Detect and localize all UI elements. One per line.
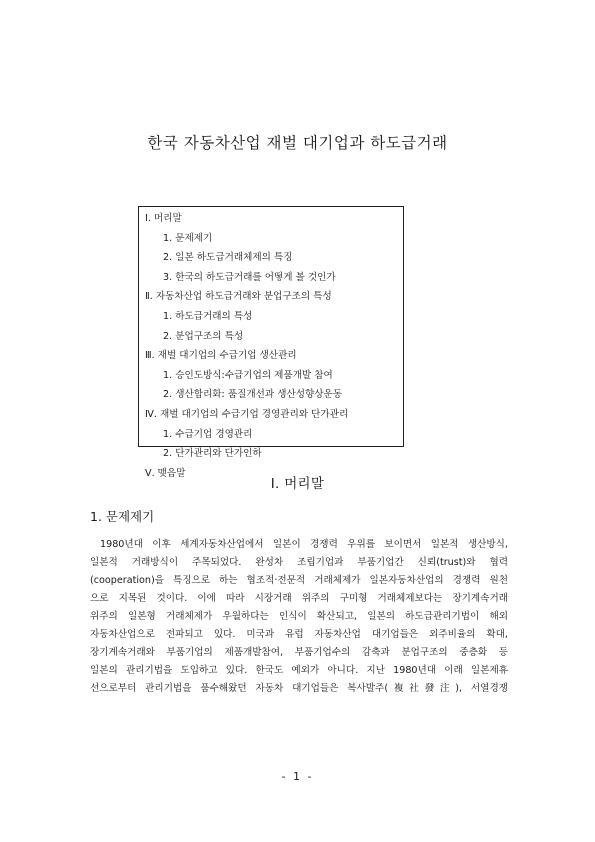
paragraph-line: 위주의 일본형 거래체제가 우월하다는 인식이 확산되고, 일본의 하도급관리기법이 해외 [90,611,508,622]
paragraph-line: 1980년대 이후 세계자동차산업에서 일본이 경쟁력 우위를 보이면서 일본적 생산방식, [100,539,508,550]
toc-item: Ⅳ. 재벌 대기업의 수급기업 경영관리와 단가관리 [145,408,349,420]
toc-item: Ⅱ. 자동차산업 하도급거래와 분업구조의 특성 [145,291,332,303]
toc-item: 1. 문제제기 [163,232,213,244]
toc-item: 1. 승인도방식:수급기업의 제품개발 참여 [163,369,333,381]
toc-item: 1. 수급기업 경영관리 [163,428,253,440]
toc-item: 2. 분업구조의 특성 [163,330,244,342]
table-of-contents [138,206,404,479]
toc-item: Ⅴ. 맺음말 [145,467,186,479]
paragraph-line: 일본적 거래방식이 주목되었다. 완성차 조립기업과 부품기업간 신뢰(trust)와 협력 [90,557,508,568]
page-number: - 1 - [281,770,314,783]
toc-item: 2. 일본 하도급거래체제의 특징 [163,252,293,264]
paragraph-line: 선으로부터 관리기법을 품수해왔던 자동차 대기업들은 복사발주(複社發注), 서열경쟁 [90,683,508,694]
body-paragraph [90,536,508,698]
toc-item: 2. 생산합리화: 품질개선과 생산성향상운동 [163,389,343,401]
toc-item: 3. 한국의 하도급거래를 어떻게 볼 것인가 [163,271,336,283]
paragraph-line: 으로 지목된 것이다. 이에 따라 시장거래 위주의 구미형 거래체제보다는 장기계속거래 [90,593,508,604]
paragraph-line: 장기계속거래와 부품기업의 제품개발참여, 부품기업수의 감축과 분업구조의 중층화 등 [90,647,508,658]
toc-item: 2. 단가관리와 단가인하 [163,448,262,460]
paragraph-line: (cooperation)을 특징으로 하는 협조적·전문적 거래체제가 일본자동차산업의 경쟁력 원천 [90,575,508,586]
paragraph-line: 일본의 관리기법을 도입하고 있다. 한국도 예외가 아니다. 지난 1980년대 이래 일본제휴 [90,665,508,676]
paragraph-line: 자동차산업으로 전파되고 있다. 미국과 유럽 자동차산업 대기업들은 외주비율의 확대, [90,629,508,640]
toc-item: 1. 하도급거래의 특성 [163,310,253,322]
toc-item: Ⅰ. 머리말 [145,213,182,224]
section-heading: Ⅰ. 머리말 [270,476,325,492]
document-title: 한국 자동차산업 재벌 대기업과 하도급거래 [147,134,448,152]
toc-item: Ⅲ. 재벌 대기업의 수급기업 생산관리 [145,350,297,362]
subsection-heading: 1. 문제제기 [90,509,155,524]
